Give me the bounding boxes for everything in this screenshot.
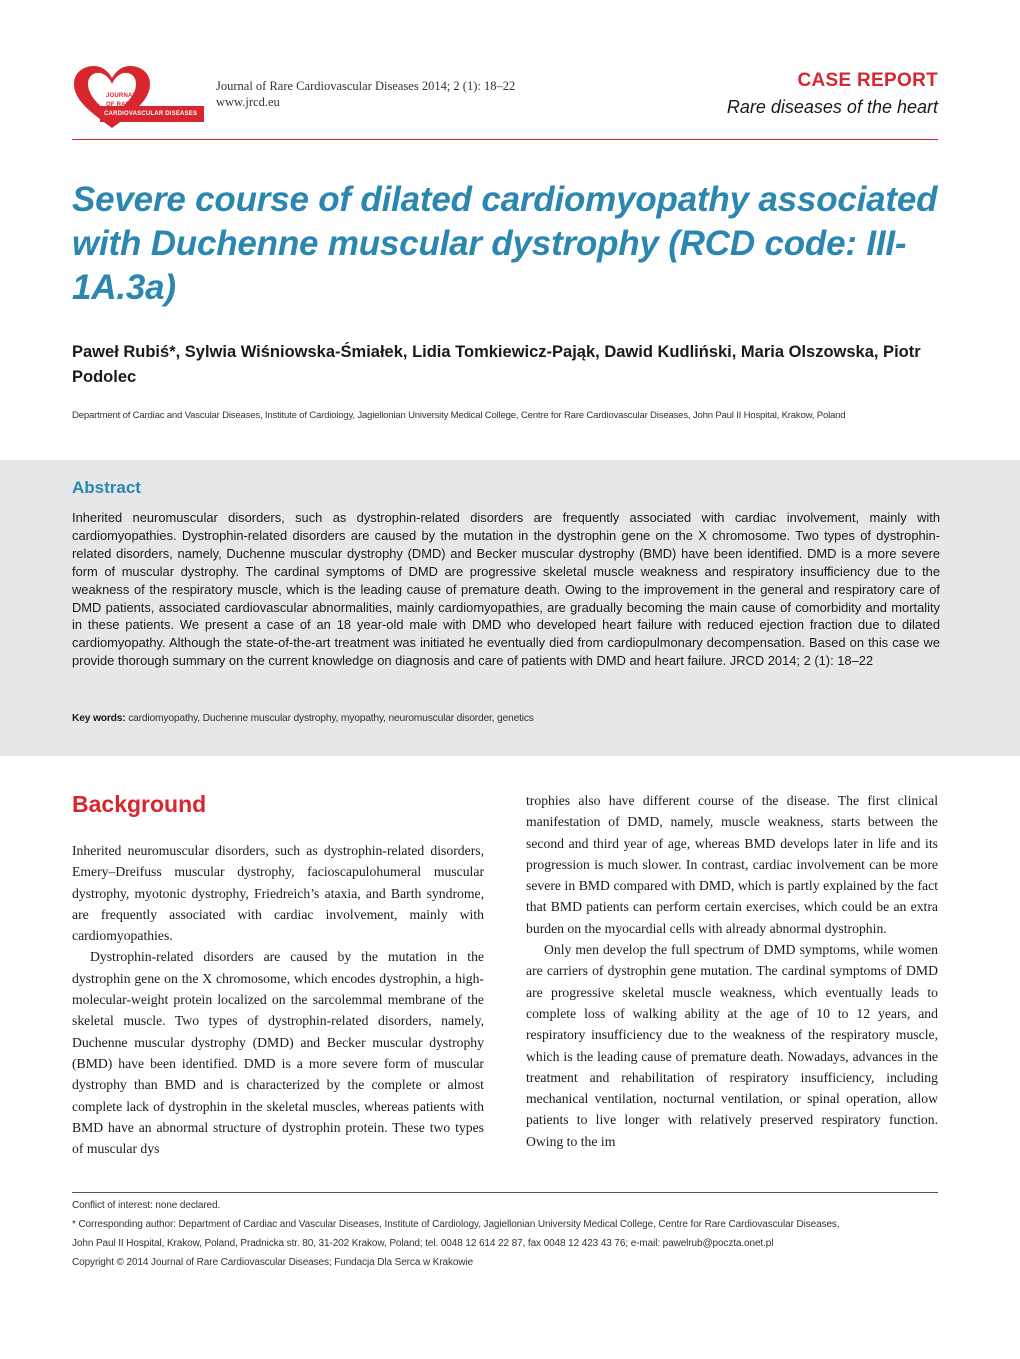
keywords-label: Key words: xyxy=(72,713,126,724)
author-list: Paweł Rubiś*, Sylwia Wiśniowska-Śmiałek, Lidia Tomkiewicz-Pająk, Dawid Kudliński, Maria Olszowska, Piotr Podolec xyxy=(72,343,921,386)
affiliation: Department of Cardiac and Vascular Diseases, Institute of Cardiology, Jagiellonian University Medical College, Centre for Rare Cardiovascular Diseases, John Paul II Hospital, Krakow, Poland xyxy=(72,410,846,421)
journal-url-link[interactable]: www.jrcd.eu xyxy=(216,95,280,109)
corresponding-author: * Corresponding author: Department of Cardiac and Vascular Diseases, Institute of Cardiology, Jagiellonian University Medical College, Centre for Rare Cardiovascular Diseases, xyxy=(72,1219,840,1230)
logo-text-1: JOURNAL xyxy=(106,93,137,99)
copyright: Copyright © 2014 Journal of Rare Cardiovascular Diseases; Fundacja Dla Serca w Krakowie xyxy=(72,1257,474,1268)
logo-text-3: CARDIOVASCULAR DISEASES xyxy=(104,111,198,117)
abstract-heading: Abstract xyxy=(72,478,141,497)
keywords-list: cardiomyopathy, Duchenne muscular dystrophy, myopathy, neuromuscular disorder, genetics xyxy=(128,713,534,724)
section-heading-background: Background xyxy=(72,791,207,817)
logo-text-2: OF RARE xyxy=(106,102,135,108)
body-paragraph: Inherited neuromuscular disorders, such as dystrophin-related disorders, Emery–Dreifuss muscular dystrophy, facioscapulohumeral muscular dystrophy, myotonic dystrophy, Friedreich’s ataxia, and Barth syndrome, are frequently associated with cardiac involvement, mainly with cardiomyopathies. xyxy=(72,843,484,944)
footer-divider xyxy=(72,1192,938,1193)
body-column-left xyxy=(72,840,484,1159)
abstract-text: Inherited neuromuscular disorders, such as dystrophin-related disorders are frequently associated with cardiac involvement, mainly with cardiomyopathies. Dystrophin-related disorders are caused by the mutation in the dystrophin gene on the X chromosome. Two types of dystrophin-related disorders, namely, Duchenne muscular dystrophy (DMD) and Becker muscular dystrophy (BMD) have been identified. DMD is a more severe form of muscular dystrophy. The cardinal symptoms of DMD are progressive skeletal muscle weakness and respiratory insufficiency due to the weakness of the respiratory muscle, which is the leading cause of premature death. Owing to the improvement in the general and respiratory care of DMD patients, associated cardiovascular abnormalities, mainly cardiomyopathies, are gradually becoming the main cause of comorbidity and mortality in these patients. We present a case of an 18 year-old male with DMD who developed heart failure with reduced ejection fraction due to dilated cardiomyopathy. Although the state-of-the-art treatment was initiated he eventually died from cardiopulmonary decompensation. Based on this case we provide thorough summary on the current knowledge on diagnosis and care of patients with DMD and heart failure. JRCD 2014; 2 (1): 18–22 xyxy=(72,510,940,669)
journal-citation: Journal of Rare Cardiovascular Diseases 2014; 2 (1): 18–22 xyxy=(216,79,516,93)
body-paragraph: Only men develop the full spectrum of DMD symptoms, while women are carriers of dystrophin gene mutation. The cardinal symptoms of DMD are progressive skeletal muscle weakness, which eventually leads to complete loss of walking ability at the age of 10 to 12 years, and respiratory insufficiency due to the weakness of the respiratory muscle, which is the leading cause of premature death. Nowadays, advances in the treatment and rehabilitation of respiratory insufficiency, including mechanical ventilation, nocturnal ventilation, or spinal operation, allow patients to live longer with relatively preserved respiratory function. Owing to the im xyxy=(526,942,938,1149)
article-type: CASE REPORT xyxy=(797,70,938,91)
article-section: Rare diseases of the heart xyxy=(726,97,938,117)
article-title: Severe course of dilated cardiomyopathy associated with Duchenne muscular dystrophy (RCD code: III-1A.3a) xyxy=(72,180,938,307)
heart-logo-icon xyxy=(72,66,207,130)
body-column-right xyxy=(526,790,938,1152)
journal-logo xyxy=(72,66,207,130)
keywords xyxy=(72,713,940,724)
header-divider xyxy=(72,139,938,140)
corresponding-address: John Paul II Hospital, Krakow, Poland, Pradnicka str. 80, 31-202 Krakow, Poland; tel. 0048 12 614 22 87, fax 0048 12 423 43 76; e-mail: pawelrub@poczta.onet.pl xyxy=(72,1238,774,1249)
conflict-of-interest: Conflict of interest: none declared. xyxy=(72,1200,221,1211)
body-paragraph: trophies also have different course of the disease. The first clinical manifestation of DMD, namely, muscle weakness, starts between the second and third year of age, whereas BMD develops later in life and its progression is much slower. In contrast, cardiac involvement can be more severe in BMD compared with DMD, which is partly explained by the fact that BMD patients can perform certain exercises, which could be an extra burden on the myocardial cells with already abnormal dystrophin. xyxy=(526,793,938,936)
body-paragraph: Dystrophin-related disorders are caused by the mutation in the dystrophin gene on the X chromosome, which encodes dystrophin, a high-molecular-weight protein localized on the sarcolemmal membrane of the skeletal muscle. Two types of dystrophin-related disorders, namely, Duchenne muscular dystrophy (DMD) and Becker muscular dystrophy (BMD) have been identified. DMD is a more severe form of muscular dystrophy than BMD and is characterized by the complete or almost complete lack of dystrophin in the skeletal muscles, whereas patients with BMD have an abnormal structure of dystrophin protein. These two types of muscular dys xyxy=(72,949,484,1157)
